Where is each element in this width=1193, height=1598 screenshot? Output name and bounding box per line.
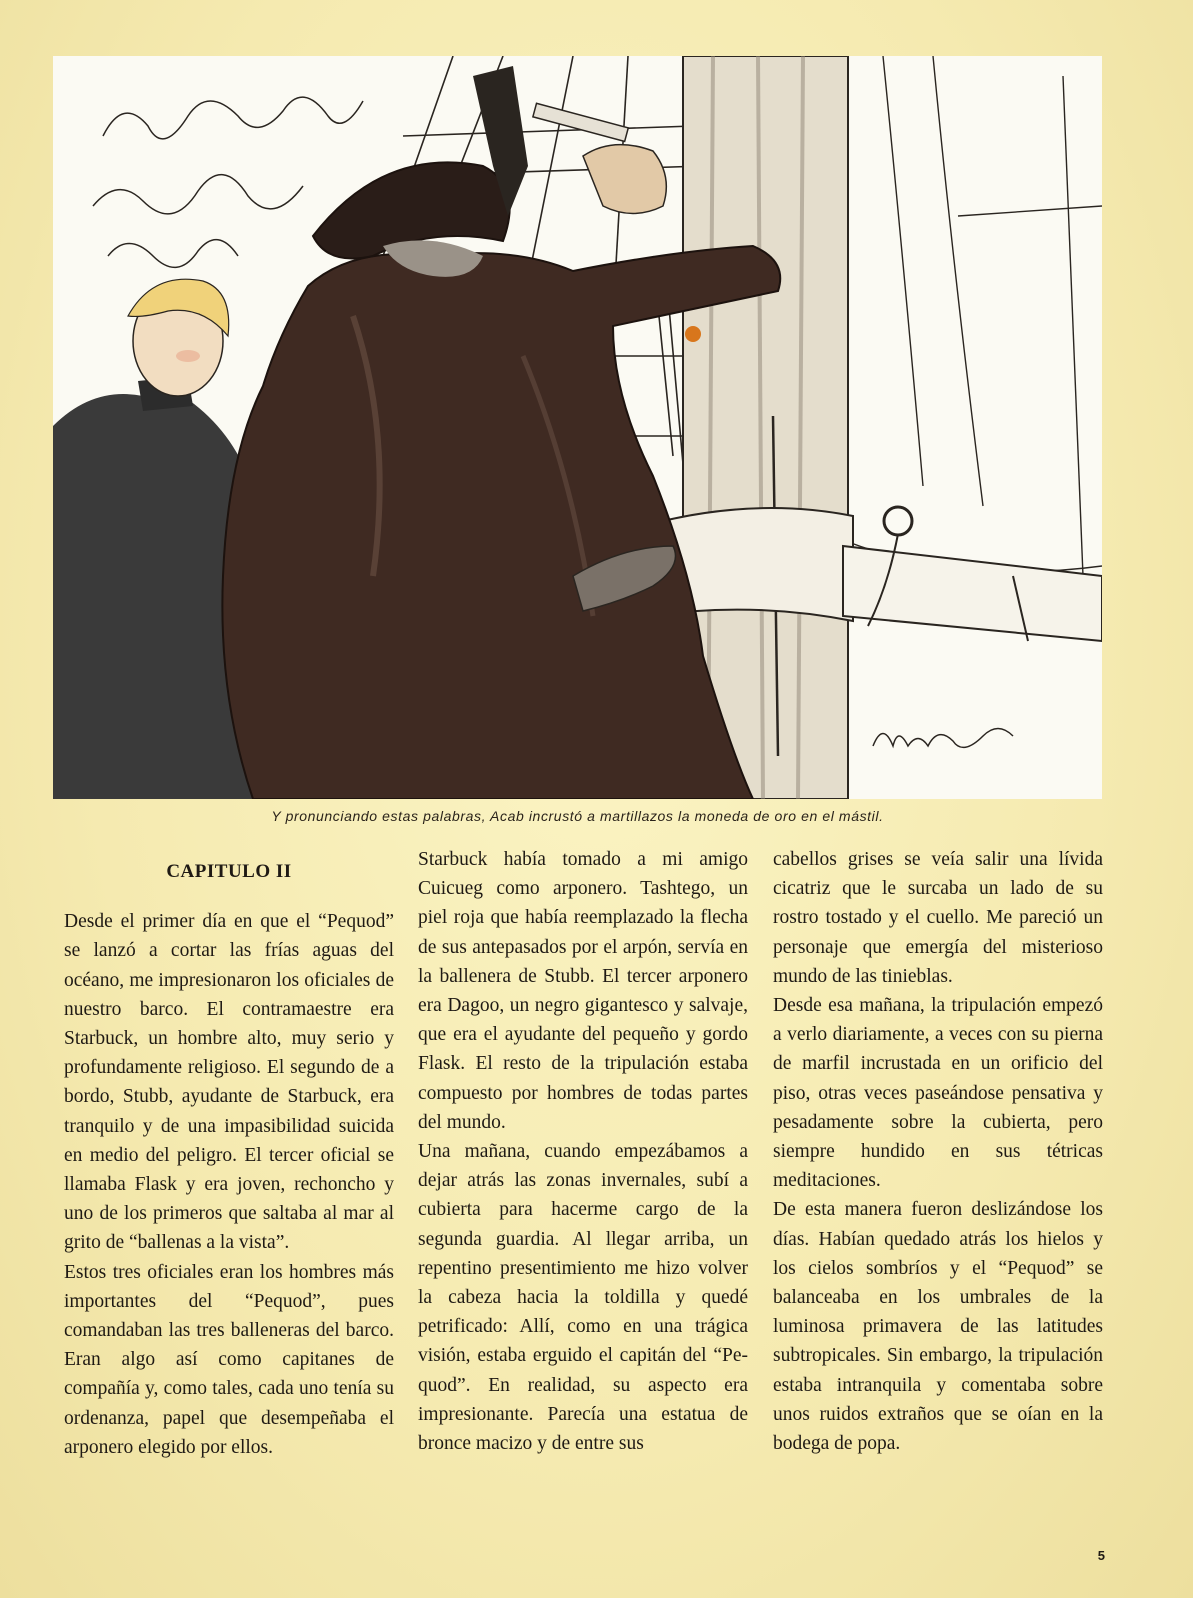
gold-coin	[685, 326, 701, 342]
page-number: 5	[1097, 1548, 1105, 1563]
chapter-title: CAPITULO II	[166, 861, 292, 882]
paragraph: Desde el primer día en que el “Pequod” se lanzó a cortar las frías aguas del océano, me impresionaron los oficiales de nuestro barco. El contramaestre era Starbuck, un hombre alto, muy serio y profundamente religioso. El segundo de a bordo, Stubb, ayudante de Starbuck, era tranquilo y de una impasibilidad suicida en medio del peligro. El tercer oficial se llamaba Flask y era joven, rechoncho y uno de los primeros que saltaba al mar al grito de “ballenas a la vista”.	[64, 911, 394, 1254]
paragraph: Una mañana, cuando empezábamos a dejar atrás las zonas invernales, subí a cubierta para hacerme cargo de la segunda guardia. Al llegar arriba, un repentino presentimiento me hizo volver la cabeza hacia la toldilla y quedé petrificado: Allí, como en una trágica visión, estaba erguido el capitán del “Pequod”. En realidad, su aspecto era impresionante. Parecía una estatua de bronce macizo y de entre sus	[418, 1141, 748, 1455]
paragraph: Estos tres oficiales eran los hombres más importantes del “Pequod”, pues comandaban las tres balleneras del barco. Eran algo así como capitanes de compañía y, como tales, cada uno tenía su ordenanza, papel que desempeñaba el arponero elegido por ellos.	[64, 1261, 394, 1458]
paragraph: Desde esa mañana, la tripulación empezó a verlo diariamente, a veces con su pierna de marfil incrustada en un orificio del piso, otras veces paseándose pensativa y pesadamente sobre la cubierta, pero siempre hundido en sus tétricas meditaciones.	[773, 995, 1103, 1192]
text-column-3	[773, 845, 1103, 1458]
illustration	[53, 56, 1102, 799]
paragraph: Starbuck había tomado a mi amigo Cuicueg como arponero. Tashtego, un piel roja que había reemplazado la flecha de sus antepasados por el arpón, servía en la ballenera de Stubb. El tercer arponero era Dagoo, un negro gigantesco y salvaje, que era el ayudante del pequeño y gordo Flask. El resto de la tripulación estaba compuesto por hombres de todas partes del mundo.	[418, 849, 748, 1133]
paragraph: De esta manera fueron deslizándose los días. Habían quedado atrás los hielos y los cielos sombríos y el “Pequod” se balanceaba en los umbrales de la luminosa primavera de las latitudes subtropicales. Sin embargo, la tripulación estaba intranquila y comentaba sobre unos ruidos extraños que se oían en la bodega de popa.	[773, 1199, 1103, 1455]
text-column-2	[418, 845, 748, 1458]
illustration-caption: Y pronunciando estas palabras, Acab incrustó a martillazos la moneda de oro en el mástil.	[271, 808, 884, 824]
text-column-1	[64, 845, 394, 1462]
paragraph: cabellos grises se veía salir una lívida cicatriz que le surcaba un lado de su rostro tostado y el cuello. Me pareció un personaje que emergía del misterioso mundo de las tinieblas.	[773, 849, 1103, 987]
illustration-drawing	[53, 56, 1102, 799]
